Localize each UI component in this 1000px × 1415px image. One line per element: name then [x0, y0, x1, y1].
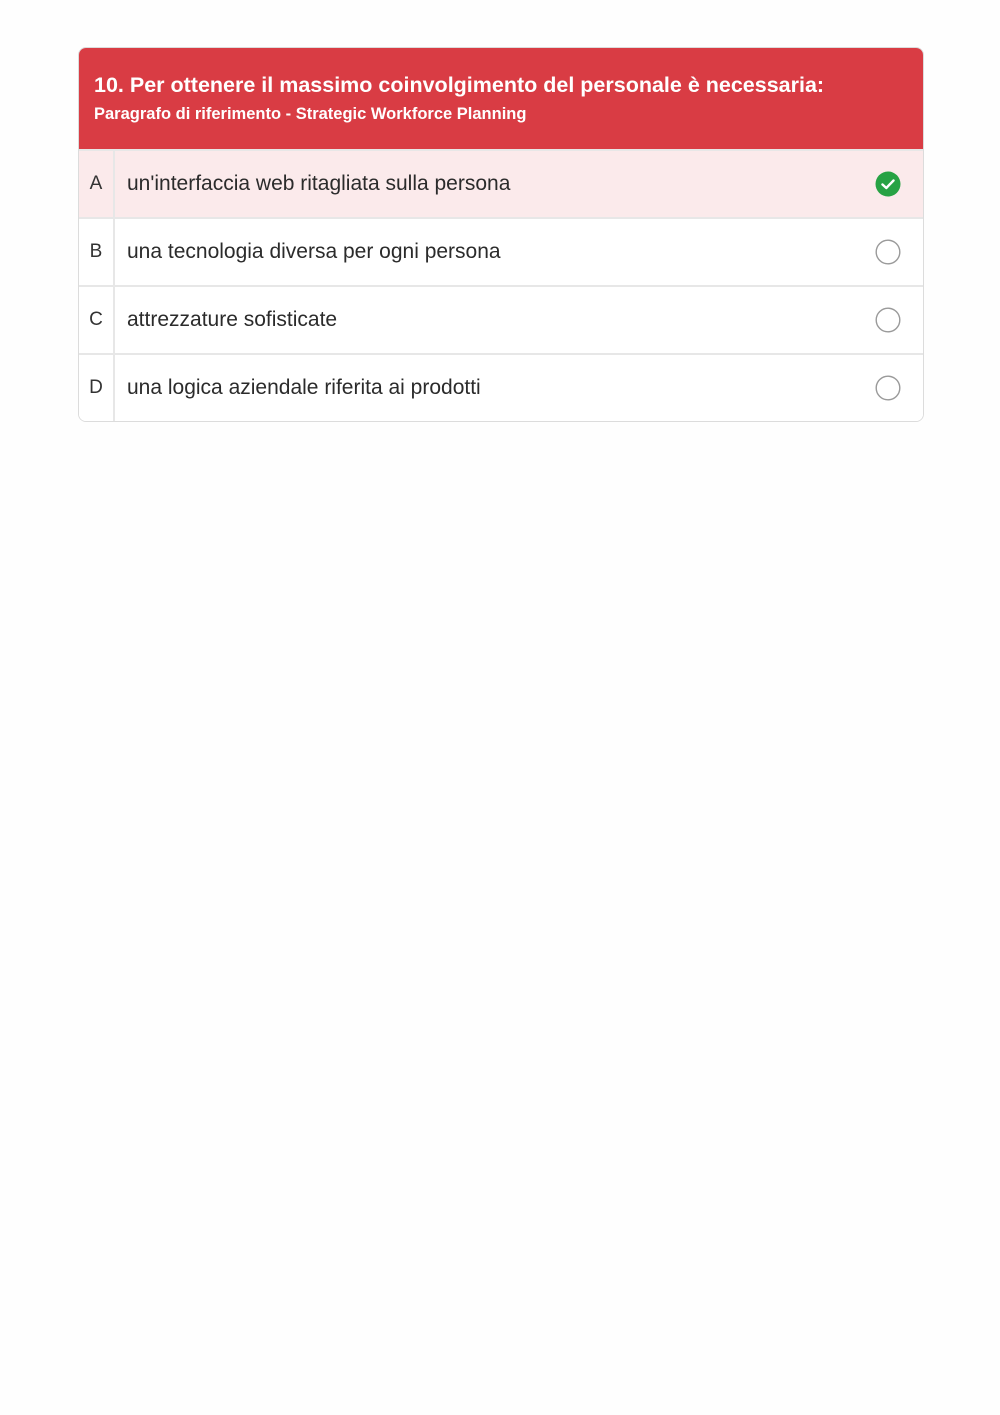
option-letter: C: [79, 287, 115, 353]
option-row-b[interactable]: [79, 217, 923, 285]
question-subtitle: Paragrafo di riferimento - Strategic Workforce Planning: [94, 105, 527, 123]
option-row-c[interactable]: [79, 285, 923, 353]
option-letter: D: [79, 355, 115, 421]
option-text: attrezzature sofisticate: [127, 308, 338, 331]
option-row-d[interactable]: [79, 353, 923, 421]
option-letter: B: [79, 219, 115, 285]
option-row-a[interactable]: [79, 149, 923, 217]
question-title: 10. Per ottenere il massimo coinvolgimento del personale è necessaria:: [94, 73, 825, 97]
option-letter: A: [79, 151, 115, 217]
empty-circle-icon: [875, 239, 901, 265]
option-text: un'interfaccia web ritagliata sulla persona: [127, 172, 511, 195]
empty-circle-icon: [875, 375, 901, 401]
quiz-card: [78, 47, 924, 422]
option-text: una tecnologia diversa per ogni persona: [127, 240, 501, 263]
check-circle-icon: [875, 171, 901, 197]
option-text: una logica aziendale riferita ai prodotti: [127, 376, 481, 399]
question-header: [79, 48, 923, 149]
empty-circle-icon: [875, 307, 901, 333]
